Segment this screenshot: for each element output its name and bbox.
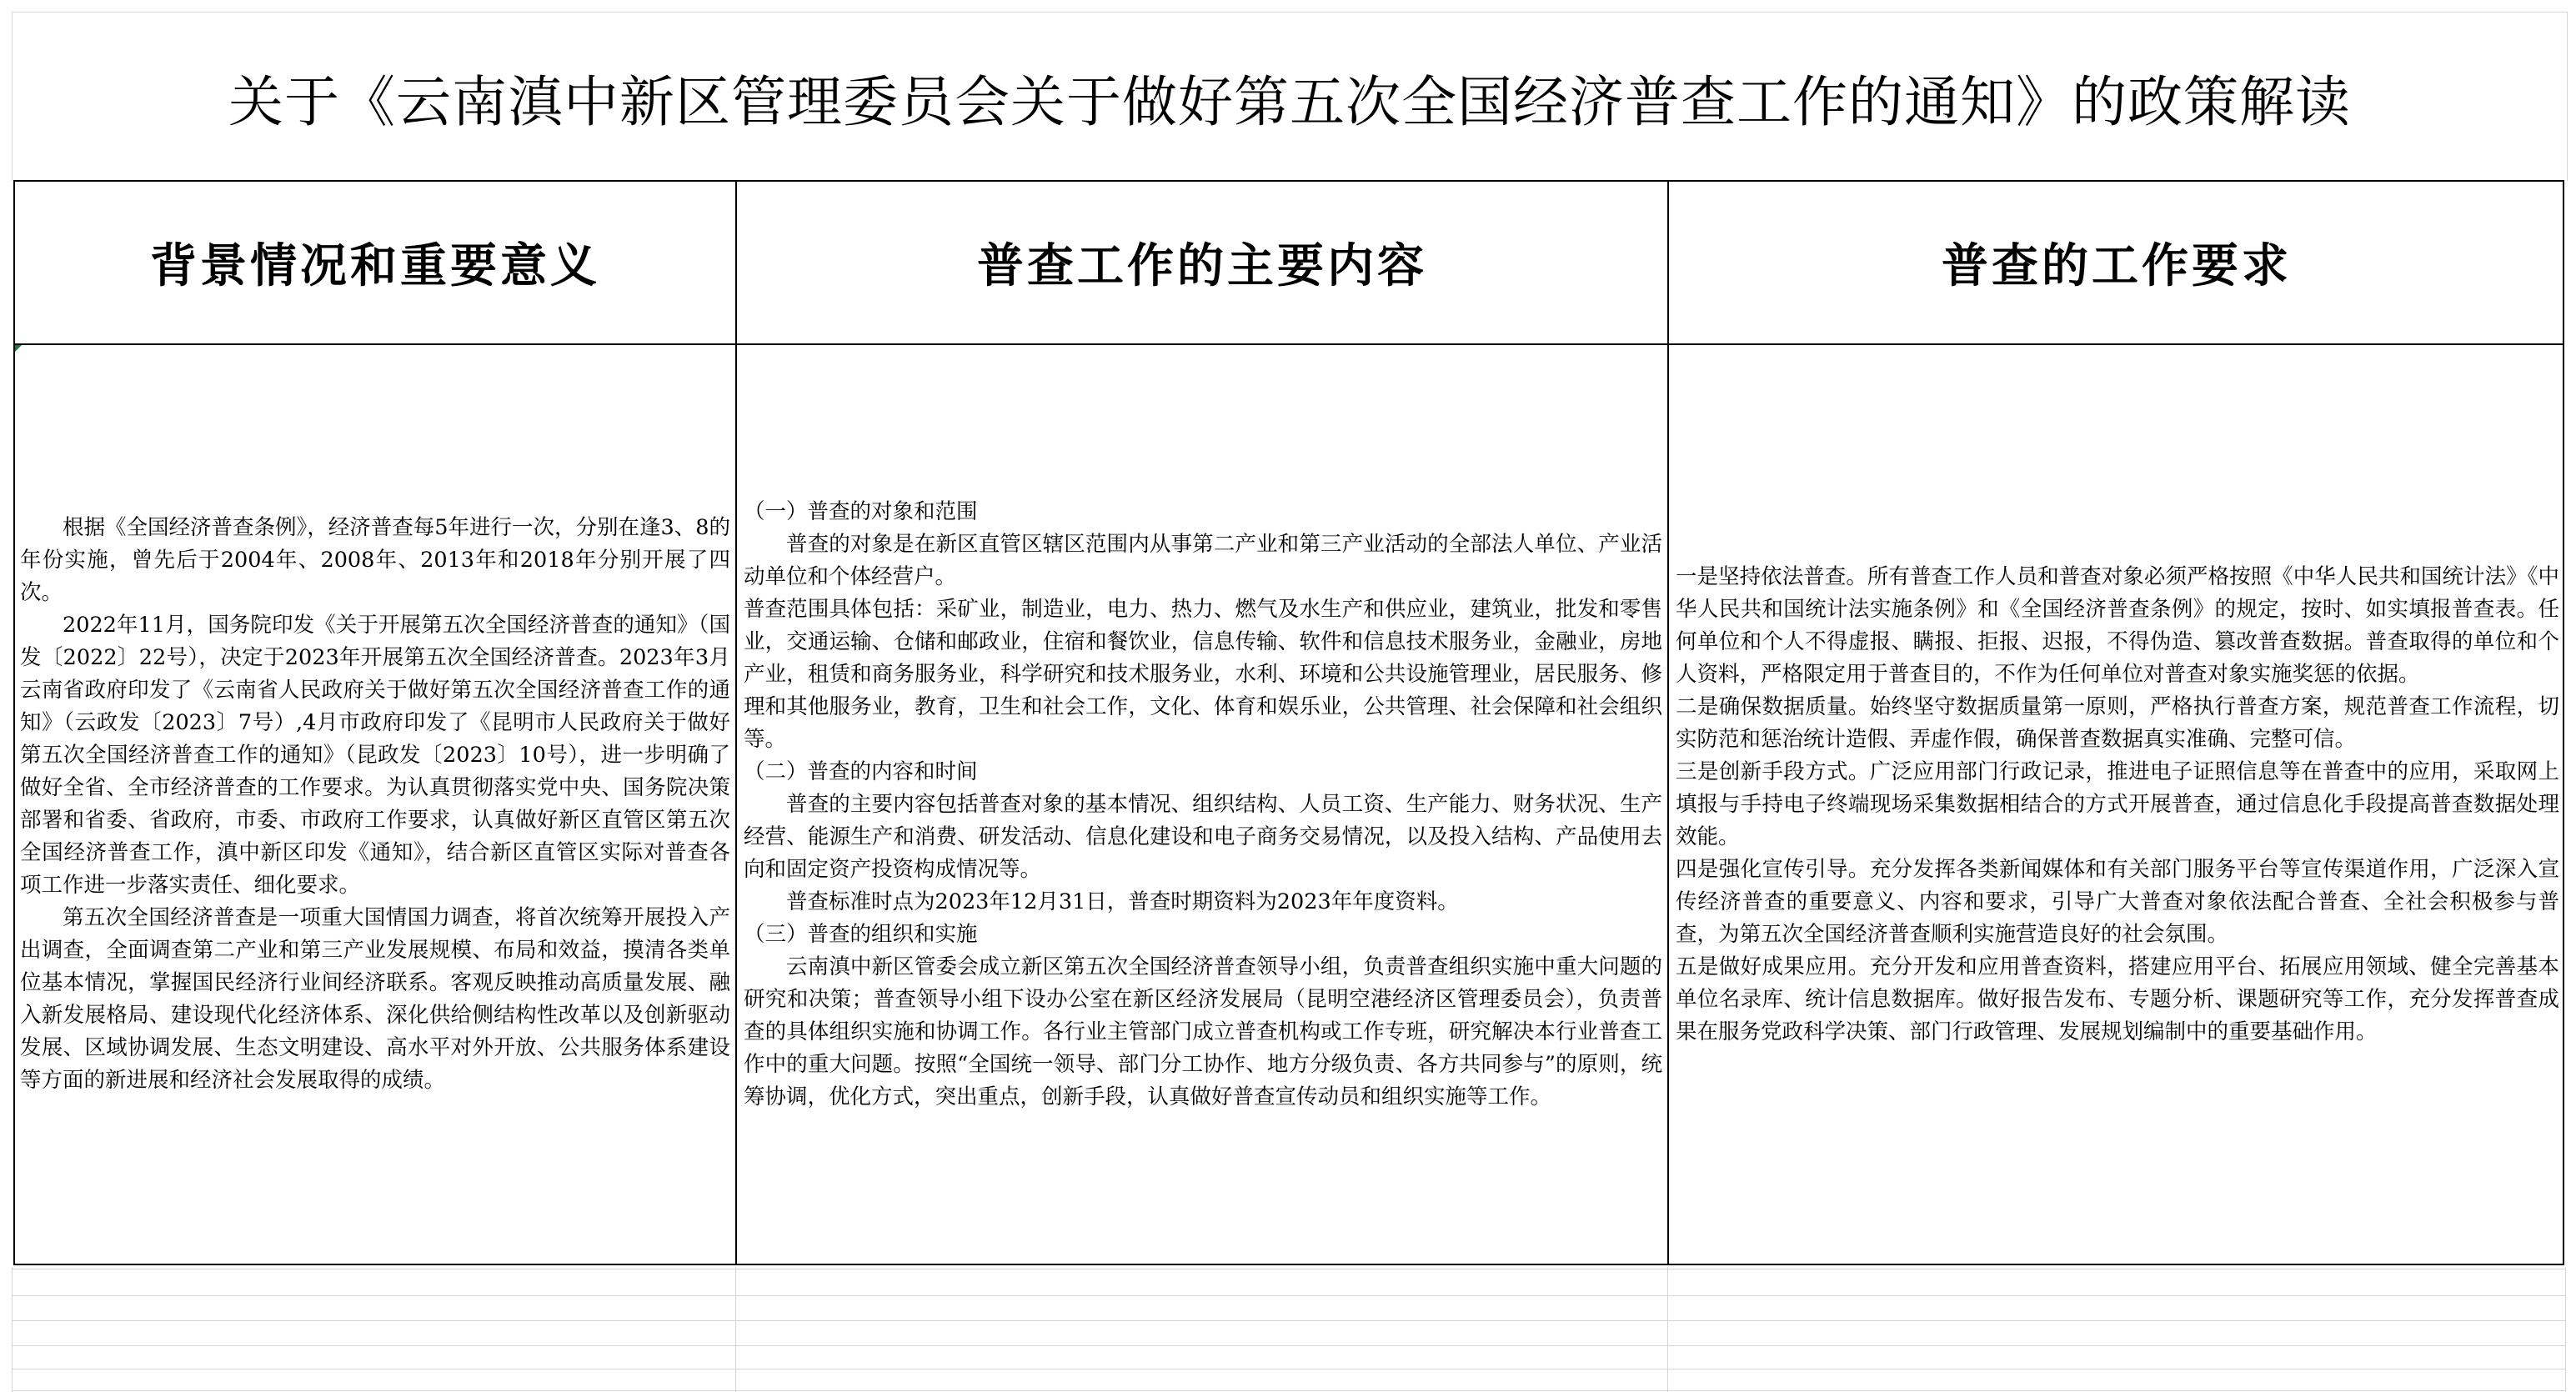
paragraph: 五是做好成果应用。充分开发和应用普查资料，搭建应用平台、拓展应用领域、健全完善基本单位名录库、统计信息数据库。做好报告发布、专题分析、课题研究等工作，充分发挥普查成果在服务党政科学决策、部门行政管理、发展规划编制中的重要基础作用。 [1676, 954, 2559, 1044]
paragraph: 2022年11月，国务院印发《关于开展第五次全国经济普查的通知》（国发〔2022〕22号），决定于2023年开展第五次全国经济普查。2023年3月云南省政府印发了《云南省人民政府关于做好第五次全国经济普查工作的通知》（云政发〔2023〕7号）,4月市政府印发了《昆明市人民政府关于做好第五次全国经济普查工作的通知》（昆政发〔2023〕10号），进一步明确了做好全省、全市经济普查的工作要求。为认真贯彻落实党中央、国务院决策部署和省委、省政府，市委、市政府工作要求，认真做好新区直管区第五次全国经济普查工作，滇中新区印发《通知》，结合新区直管区实际对普查各项工作进一步落实责任、细化要求。 [20, 613, 730, 898]
column-header-main-content[interactable]: 普查工作的主要内容 [737, 182, 1667, 345]
empty-row-line [12, 1295, 2566, 1296]
empty-col-line [1667, 1267, 1668, 1392]
column-header-requirements[interactable]: 普查的工作要求 [1669, 182, 2564, 345]
column-requirements [1669, 182, 2564, 1264]
paragraph: 二是确保数据质量。始终坚守数据质量第一原则，严格执行普查方案，规范普查工作流程，切实防范和惩治统计造假、弄虚作假，确保普查数据真实准确、完整可信。 [1676, 693, 2559, 752]
empty-col-line [12, 1267, 13, 1392]
empty-col-line [735, 1267, 736, 1392]
paragraph: 普查标准时点为2023年12月31日，普查时期资料为2023年年度资料。 [786, 889, 1459, 914]
section-heading: （二）普查的内容和时间 [744, 759, 978, 784]
paragraph: 三是创新手段方式。广泛应用部门行政记录，推进电子证照信息等在普查中的应用，采取网上填报与手持电子终端现场采集数据相结合的方式开展普查，通过信息化手段提高普查数据处理效能。 [1676, 759, 2559, 849]
paragraph: 第五次全国经济普查是一项重大国情国力调查，将首次统筹开展投入产出调查，全面调查第二产业和第三产业发展规模、布局和效益，摸清各类单位基本情况，掌握国民经济行业间经济联系。客观反映推动高质量发展、融入新发展格局、建设现代化经济体系、深化供给侧结构性改革以及创新驱动发展、区域协调发展、生态文明建设、高水平对外开放、公共服务体系建设等方面的新进展和经济社会发展取得的成绩。 [20, 905, 730, 1093]
empty-row-line [12, 1390, 2566, 1391]
policy-table [13, 180, 2564, 1265]
column-main-content [737, 182, 1669, 1264]
empty-col-line [2565, 1267, 2566, 1392]
paragraph: 普查范围具体包括：采矿业，制造业，电力、热力、燃气及水生产和供应业，建筑业，批发和零售业，交通运输、仓储和邮政业，住宿和餐饮业，信息传输、软件和信息技术服务业，金融业，房地产业，租赁和商务服务业，科学研究和技术服务业，水利、环境和公共设施管理业，居民服务、修理和其他服务业，教育，卫生和社会工作，文化、体育和娱乐业，公共管理、社会保障和社会组织等。 [744, 596, 1662, 752]
paragraph: 普查的主要内容包括普查对象的基本情况、组织结构、人员工资、生产能力、财务状况、生产经营、能源生产和消费、研发活动、信息化建设和电子商务交易情况，以及投入结构、产品使用去向和固定资产投资构成情况等。 [744, 791, 1662, 882]
column-background [15, 182, 737, 1264]
empty-row-line [12, 1345, 2566, 1346]
paragraph: 四是强化宣传引导。充分发挥各类新闻媒体和有关部门服务平台等宣传渠道作用，广泛深入宣传经济普查的重要意义、内容和要求，引导广大普查对象依法配合普查、全社会积极参与普查，为第五次全国经济普查顺利实施营造良好的社会氛围。 [1676, 856, 2559, 947]
column-header-background[interactable]: 背景情况和重要意义 [15, 182, 735, 345]
cell-background-content[interactable] [15, 345, 735, 1264]
paragraph: 普查的对象是在新区直管区辖区范围内从事第二产业和第三产业活动的全部法人单位、产业活动单位和个体经营户。 [744, 531, 1662, 589]
paragraph: 根据《全国经济普查条例》，经济普查每5年进行一次，分别在逢3、8的年份实施，曾先后于2004年、2008年、2013年和2018年分别开展了四次。 [20, 515, 730, 605]
spreadsheet-sheet [12, 12, 2566, 1387]
paragraph: 云南滇中新区管委会成立新区第五次全国经济普查领导小组，负责普查组织实施中重大问题的研究和决策；普查领导小组下设办公室在新区经济发展局（昆明空港经济区管理委员会），负责普查的具体组织实施和协调工作。各行业主管部门成立普查机构或工作专班，研究解决本行业普查工作中的重大问题。按照“全国统一领导、部门分工协作、地方分级负责、各方共同参与”的原则，统筹协调，优化方式，突出重点，创新手段，认真做好普查宣传动员和组织实施等工作。 [744, 954, 1662, 1109]
section-heading: （三）普查的组织和实施 [744, 921, 978, 947]
section-heading: （一）普查的对象和范围 [744, 498, 978, 524]
paragraph: 一是坚持依法普查。所有普查工作人员和普查对象必须严格按照《中华人民共和国统计法》《中华人民共和国统计法实施条例》和《全国经济普查条例》的规定，按时、如实填报普查表。任何单位和个人不得虚报、瞒报、拒报、迟报，不得伪造、篡改普查数据。普查取得的单位和个人资料，严格限定用于普查目的，不作为任何单位对普查对象实施奖惩的依据。 [1676, 563, 2559, 687]
empty-row-line [12, 1320, 2566, 1321]
document-title[interactable]: 关于《云南滇中新区管理委员会关于做好第五次全国经济普查工作的通知》的政策解读 [12, 12, 2568, 181]
cell-requirements[interactable] [1669, 345, 2564, 1264]
cell-main-content[interactable] [737, 345, 1667, 1264]
